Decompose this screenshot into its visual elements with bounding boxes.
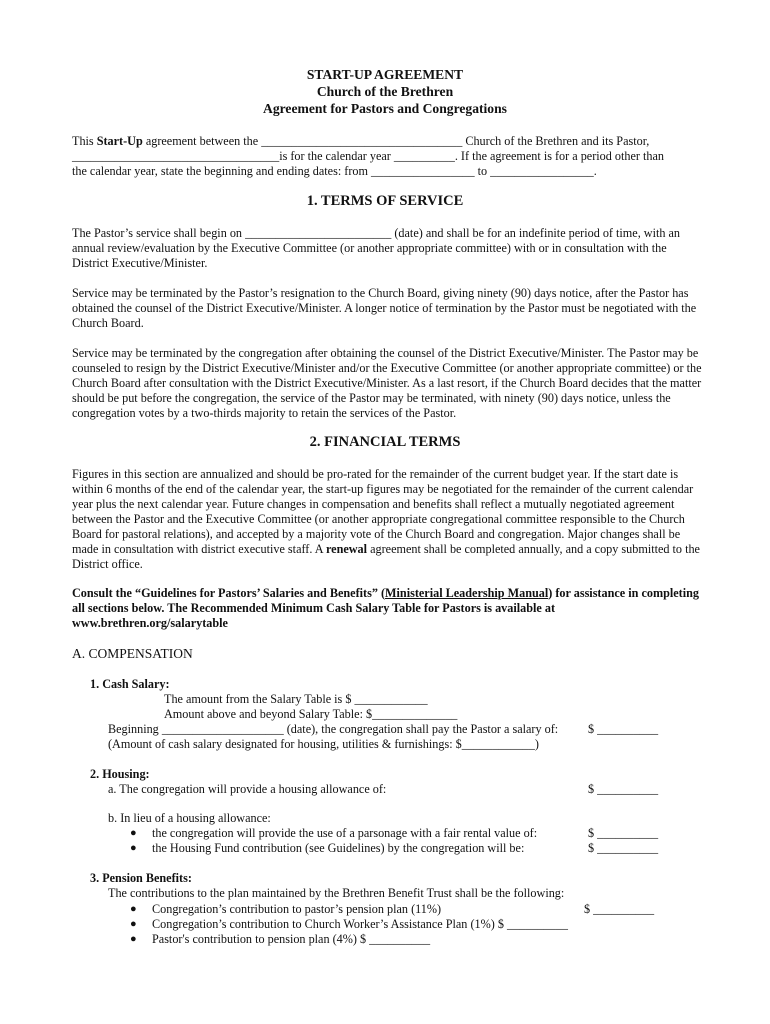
housing-allowance-amount: $ __________	[588, 782, 659, 796]
ministerial-manual-link[interactable]: Ministerial Leadership Manual	[385, 586, 549, 600]
salary-table-amount: The amount from the Salary Table is $ ____________	[164, 692, 428, 706]
housing-allowance-line: a. The congregation will provide a housing allowance of:	[108, 782, 387, 796]
section-terms-heading: 1. TERMS OF SERVICE	[306, 193, 464, 209]
cash-salary-label: 1. Cash Salary:	[90, 677, 170, 691]
salary-beginning-line: Beginning ____________________ (date), the congregation shall pay the Pastor a salary of:	[108, 722, 559, 736]
housing-designation-line: (Amount of cash salary designated for housing, utilities & furnishings: $____________)	[108, 737, 539, 751]
pension-congregation-line: Congregation’s contribution to pastor’s pension plan (11%)	[152, 902, 442, 916]
intro-line-3: the calendar year, state the beginning and ending dates: from _________________ to _________________.	[72, 164, 597, 178]
parsonage-amount: $ __________	[588, 826, 659, 840]
doc-subtitle-agreement: Agreement for Pastors and Congregations	[263, 101, 507, 116]
housing-fund-line: the Housing Fund contribution (see Guidelines) by the congregation will be:	[152, 841, 525, 855]
terms-paragraph-3: Service may be terminated by the congregation after obtaining the counsel of the District Executive/Minister. The Pastor may be counseled to resign by the District Executive/Minister and/or the Executive Committee (or another appropriate committee) or the Church Board after consultation with the District Executive/Minister. As a last resort, if the Church Board decides that the matter should be put before the congregation, the service of the Pastor may be terminated, with ninety (90) days notice, unless the congregation votes by a two-thirds majority to retain the services of the Pastor.	[72, 346, 702, 420]
housing-label: 2. Housing:	[90, 767, 150, 781]
terms-paragraph-2: Service may be terminated by the Pastor’s resignation to the Church Board, giving ninety (90) days notice, after the Pastor has obtained the counsel of the District Executive/Minister. A longer notice of termination by the Pastor must be negotiated with the Church Board.	[72, 286, 697, 330]
doc-subtitle-church: Church of the Brethren	[316, 84, 454, 99]
bullet-icon: ●	[130, 842, 137, 854]
bullet-icon: ●	[130, 918, 137, 930]
salary-amount-field: $ __________	[588, 722, 659, 736]
section-financial-heading: 2. FINANCIAL TERMS	[309, 434, 461, 450]
intro-line-1: This Start-Up agreement between the _________________________________ Church of the Brethren and its Pastor,	[72, 134, 650, 148]
financial-paragraph: Figures in this section are annualized and should be pro-rated for the remainder of the current budget year. If the start date is within 6 months of the end of the calendar year, the start-up figures may be negotiated for the remainder of the current calendar year plus the next calendar year. Future changes in compensation and benefits shall reflect a mutually negotiated agreement between the Pastor and the Executive Committee (or another appropriate congregational committee responsible to the Church Board for pastoral relations), and accepted by a majority vote of the Church Board and congregation. Major changes shall be made in consultation with district executive staff. A renewal agreement shall be completed annually, and a copy submitted to the District office.	[72, 467, 700, 571]
intro-line-2: __________________________________is for the calendar year __________. If the agreement is for a period other than	[72, 149, 664, 163]
terms-paragraph-1: The Pastor’s service shall begin on ________________________ (date) and shall be for an indefinite period of time, with an annual review/evaluation by the Executive Committee (or another appropriate committee) with or in consultation with the District Executive/Minister.	[72, 226, 681, 270]
bullet-icon: ●	[130, 827, 137, 839]
doc-title: START-UP AGREEMENT	[306, 67, 464, 82]
cwap-line: Congregation’s contribution to Church Worker’s Assistance Plan (1%) $ __________	[152, 917, 568, 931]
parsonage-line: the congregation will provide the use of a parsonage with a fair rental value of:	[152, 826, 538, 840]
housing-in-lieu-line: b. In lieu of a housing allowance:	[108, 811, 271, 825]
pension-label: 3. Pension Benefits:	[90, 871, 192, 885]
bullet-icon: ●	[130, 933, 137, 945]
consult-guidelines-note: Consult the “Guidelines for Pastors’ Salaries and Benefits” (Ministerial Leadership Manual) for assistance in completing all sections below. The Recommended Minimum Cash Salary Table for Pastors is available at www.brethren.org/salarytable	[72, 586, 699, 630]
pastor-pension-line: Pastor's contribution to pension plan (4%) $ __________	[152, 932, 431, 946]
bullet-icon: ●	[130, 903, 137, 915]
renewal-emphasis: renewal	[325, 542, 368, 556]
compensation-heading: A. COMPENSATION	[72, 646, 193, 661]
housing-fund-amount: $ __________	[588, 841, 659, 855]
startup-emphasis: Start-Up	[96, 134, 143, 148]
pension-congregation-amount: $ __________	[584, 902, 655, 916]
pension-intro: The contributions to the plan maintained by the Brethren Benefit Trust shall be the following:	[108, 886, 565, 900]
amount-above-table: Amount above and beyond Salary Table: $______________	[164, 707, 458, 721]
